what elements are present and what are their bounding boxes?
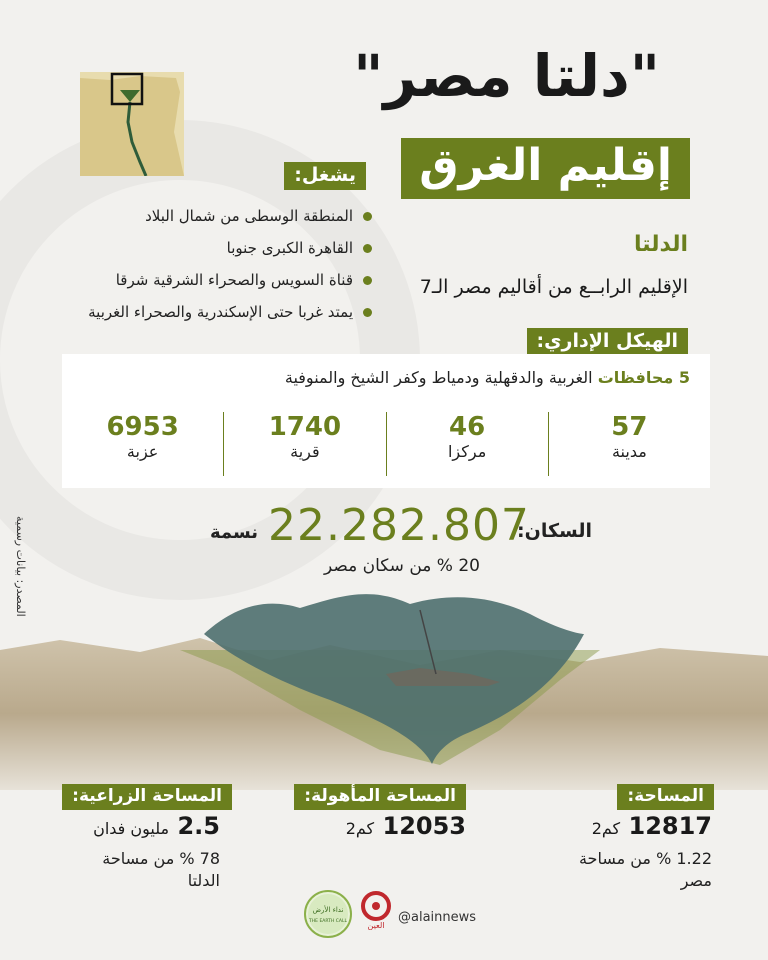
stat-label: مركزا bbox=[447, 442, 487, 461]
stat-label: مدينة bbox=[611, 442, 647, 461]
gov-count: 5 محافظات bbox=[597, 368, 690, 387]
population-value: 22.282.807 bbox=[268, 500, 530, 551]
stat-villages bbox=[224, 412, 386, 476]
stat-label: عزبة bbox=[126, 442, 159, 461]
earth-call-logo bbox=[304, 890, 352, 938]
stat-hamlets bbox=[62, 412, 224, 476]
agri-heading: المساحة الزراعية: bbox=[62, 784, 232, 810]
social-handle: @alainnews bbox=[398, 910, 477, 925]
admin-box bbox=[62, 354, 710, 488]
population-percent: 20 % من سكان مصر bbox=[324, 556, 480, 576]
logo1-text: نداء الأرض bbox=[312, 906, 344, 914]
subtitle-banner: إقليم الغرق bbox=[401, 138, 690, 199]
covers-item: القاهرة الكبرى جنوبا bbox=[32, 232, 372, 264]
covers-list bbox=[32, 200, 372, 328]
logo2-text: العين bbox=[367, 921, 385, 930]
stat-value: 6953 bbox=[106, 412, 179, 442]
inhabited-unit: كم2 bbox=[345, 819, 375, 838]
admin-heading: الهيكل الإداري: bbox=[527, 328, 688, 356]
stat-label: قرية bbox=[290, 442, 320, 461]
delta-title: الدلتا bbox=[633, 232, 688, 257]
source-note: المصدر: بيانات رسمية bbox=[14, 516, 27, 617]
inhabited-heading: المساحة المأهولة: bbox=[294, 784, 466, 810]
bullet-icon bbox=[363, 276, 372, 285]
inhabited-value: 12053 bbox=[382, 812, 466, 840]
population-unit: نسمة bbox=[210, 522, 259, 543]
area-heading: المساحة: bbox=[617, 784, 714, 810]
main-title: "دلتا مصر" bbox=[353, 42, 660, 110]
bullet-icon bbox=[363, 212, 372, 221]
stat-value: 57 bbox=[611, 412, 648, 442]
agri-note: 78 % من مساحة الدلتا bbox=[102, 849, 220, 890]
logo1-sub: THE EARTH CALL bbox=[309, 919, 347, 924]
agri-value: 2.5 bbox=[177, 812, 220, 840]
delta-subtitle: الإقليم الرابــع من أقاليم مصر الـ7 bbox=[419, 276, 688, 298]
area-note: 1.22 % من مساحة مصر bbox=[578, 849, 712, 890]
area-value: 12817 bbox=[628, 812, 712, 840]
agri-value-row bbox=[93, 812, 220, 840]
stat-value: 46 bbox=[449, 412, 486, 442]
governorates-line bbox=[285, 368, 690, 387]
stat-centers bbox=[387, 412, 549, 476]
inhabited-value-row bbox=[346, 812, 466, 840]
covers-item: المنطقة الوسطى من شمال البلاد bbox=[32, 200, 372, 232]
area-unit: كم2 bbox=[591, 819, 621, 838]
stat-value: 1740 bbox=[268, 412, 342, 442]
agri-unit: مليون فدان bbox=[93, 819, 170, 838]
stat-cities bbox=[549, 412, 710, 476]
covers-item: قناة السويس والصحراء الشرقية شرقا bbox=[32, 264, 372, 296]
gov-names: الغربية والدقهلية ودمياط وكفر الشيخ والمنوفية bbox=[284, 368, 593, 387]
population-label: السكان: bbox=[517, 520, 592, 542]
bullet-icon bbox=[363, 308, 372, 317]
bullet-icon bbox=[363, 244, 372, 253]
stats-row bbox=[62, 412, 710, 476]
covers-heading: يشغل: bbox=[284, 162, 366, 190]
egypt-map-thumbnail bbox=[80, 72, 184, 176]
alain-logo bbox=[356, 890, 396, 930]
area-value-row bbox=[592, 812, 712, 840]
covers-item: يمتد غربا حتى الإسكندرية والصحراء الغربية bbox=[32, 296, 372, 328]
